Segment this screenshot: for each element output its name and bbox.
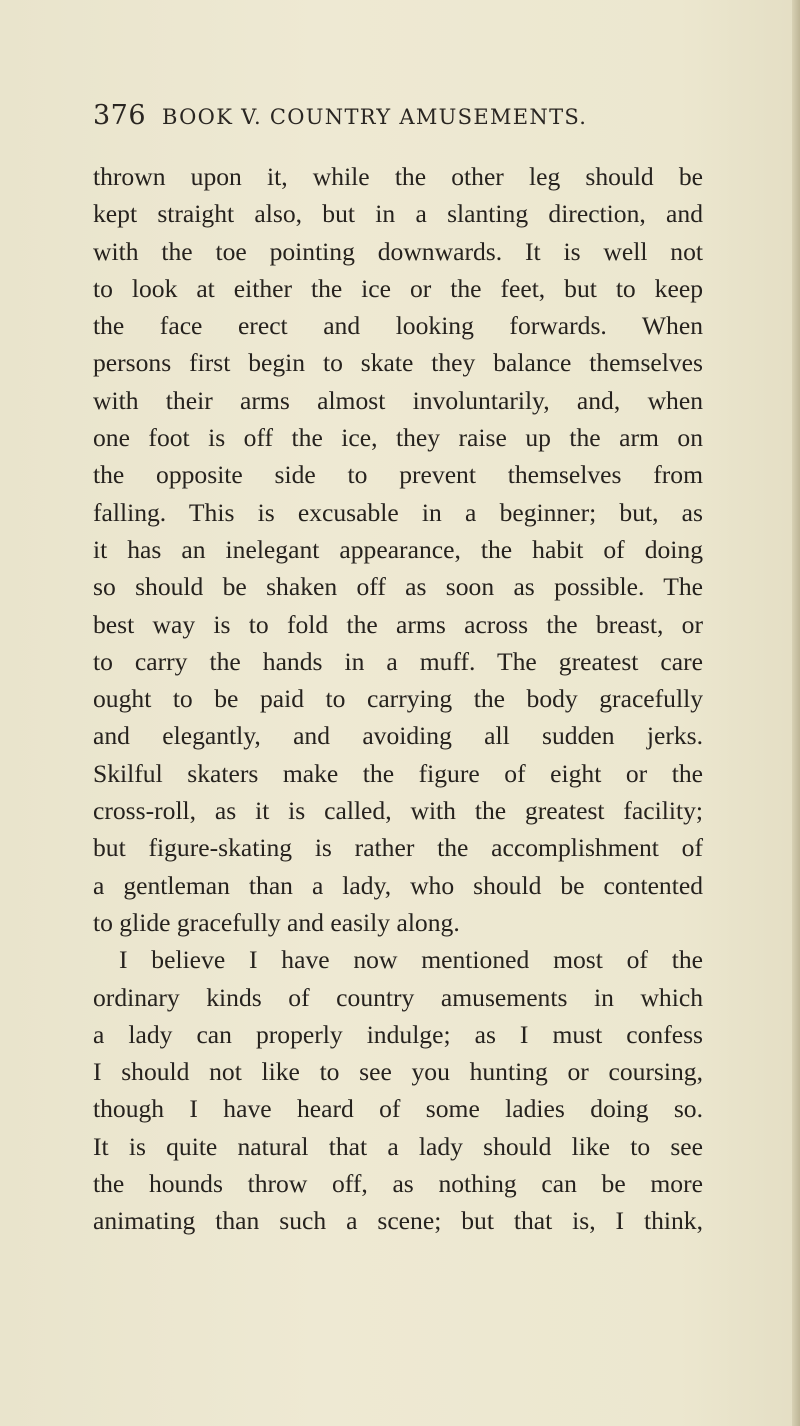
page-edge [792, 0, 800, 1426]
running-head-title: BOOK V. COUNTRY AMUSEMENTS. [162, 105, 588, 129]
text-line: Skilful skaters make the figure of eight or the [93, 758, 703, 788]
text-line: animating than such a scene; but that is, I think, [93, 1206, 703, 1236]
text-line: persons first begin to skate they balance themselves [93, 348, 703, 378]
text-line: thrown upon it, while the other leg should be [93, 162, 703, 191]
text-line: cross-roll, as it is called, with the greatest facility; [93, 796, 703, 826]
page-number: 376 [93, 100, 147, 131]
text-line: falling. This is excusable in a beginner; but, as [93, 497, 703, 527]
text-line: one foot is off the ice, they raise up the arm on [93, 423, 703, 453]
text-line: to carry the hands in a muff. The greatest care [93, 646, 703, 676]
text-line: ordinary kinds of country amusements in which [93, 982, 703, 1012]
text-line: with their arms almost involuntarily, and, when [93, 385, 703, 415]
text-line: I should not like to see you hunting or coursing, [93, 1057, 703, 1087]
text-line: ought to be paid to carrying the body gracefully [93, 684, 703, 714]
text-line: to look at either the ice or the feet, but to keep [93, 273, 703, 303]
paragraph-end-line: to glide gracefully and easily along. [93, 907, 460, 937]
text-line: kept straight also, but in a slanting direction, and [93, 199, 703, 229]
running-head [93, 100, 693, 140]
text-line: a lady can properly indulge; as I must confess [93, 1019, 703, 1049]
text-line: a gentleman than a lady, who should be contented [93, 870, 703, 900]
text-line: it has an inelegant appearance, the habit of doing [93, 534, 703, 564]
text-line: the hounds throw off, as nothing can be more [93, 1169, 703, 1199]
text-line: with the toe pointing downwards. It is well not [93, 236, 703, 266]
text-line: though I have heard of some ladies doing so. [93, 1094, 703, 1124]
text-line: so should be shaken off as soon as possible. The [93, 572, 703, 602]
text-line: It is quite natural that a lady should like to see [93, 1131, 703, 1161]
text-line: and elegantly, and avoiding all sudden jerks. [93, 721, 703, 751]
text-line: the opposite side to prevent themselves from [93, 460, 703, 490]
body-text [93, 158, 703, 1240]
text-line: the face erect and looking forwards. When [93, 311, 703, 341]
paragraph-start-line: I believe I have now mentioned most of the [119, 945, 703, 975]
text-line: best way is to fold the arms across the breast, or [93, 609, 703, 639]
text-line: but figure-skating is rather the accomplishment of [93, 833, 703, 863]
